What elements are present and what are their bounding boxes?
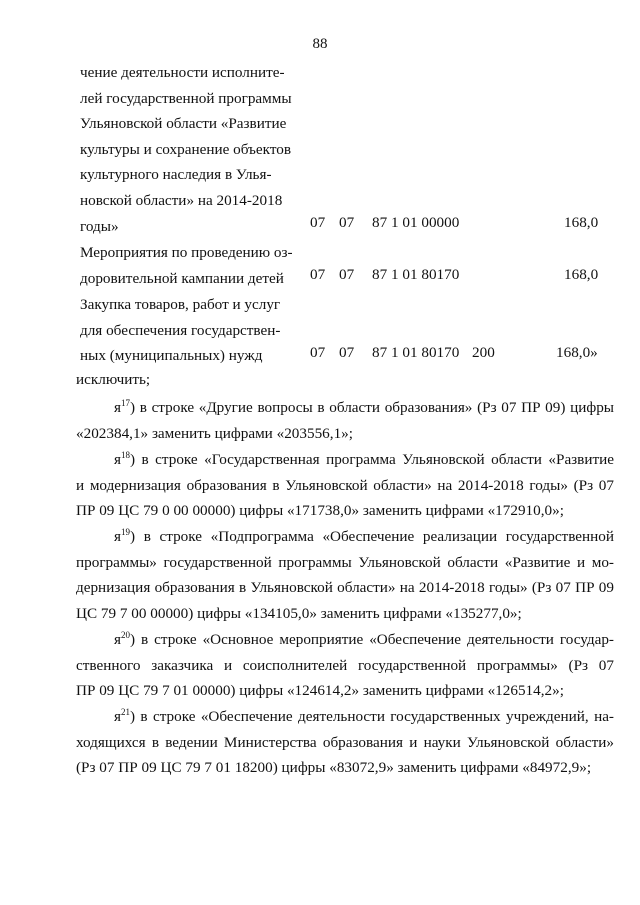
paragraph-line: ПР 09 ЦС 79 7 01 00000) цифры «124614,2» заменить цифрами «126514,2»; (76, 682, 564, 699)
paragraph-line: ПР 09 ЦС 79 0 00 00000) цифры «171738,0» заменить цифрами «172910,0»; (76, 502, 564, 519)
row-name-line: культуры и сохранение объектов (80, 140, 292, 158)
cs-cell: 87 1 01 80170 (372, 344, 460, 361)
sum-cell: 168,0 (564, 266, 599, 283)
sum-cell: 168,0» (556, 344, 598, 361)
sum-cell: 168,0 (564, 214, 599, 231)
row-name-line: годы» (80, 217, 119, 235)
row-name-line: для обеспечения государствен- (80, 321, 281, 339)
footnote-marker: 19 (121, 526, 130, 537)
paragraph-line: (Рз 07 ПР 09 ЦС 79 7 01 18200) цифры «83072,9» заменить цифрами «84972,9»; (76, 759, 592, 776)
row-name-line: ных (муниципальных) нужд (80, 347, 263, 365)
row-name-line: чение деятельности исполните- (80, 64, 285, 81)
amendment-paragraph: $я^{20}$) в строке «Основное мероприятие «Обеспечение деятельности государ- ственного заказчика и соисполнителей государственной программы» (Рз 07 ПР 09 ЦС 79 7 01 00000) цифры «124614,2» заменить цифрами «126514,2»; (76, 627, 614, 704)
page-number: 88 (312, 36, 328, 52)
row-name-line: Закупка товаров, работ и услуг (80, 296, 281, 313)
pr-cell: 07 (339, 214, 355, 231)
paragraph-line: дернизация образования в Ульяновской области» на 2014-2018 годы» (Рз 07 ПР 09 (76, 579, 614, 596)
footnote-marker: 20 (121, 629, 130, 640)
row-name-line: лей государственной программы (80, 89, 292, 107)
paragraph-line: и модернизация образования в Ульяновской области» на 2014-2018 годы» (Рз 07 (76, 476, 614, 494)
rz-cell: 07 (310, 266, 326, 283)
paragraph-line: программы» государственной программы Ульяновской области «Развитие и мо- (76, 553, 614, 571)
table-row (80, 292, 620, 372)
paragraph-line: ) в строке «Другие вопросы в области образования» (Рз 07 ПР 09) цифры (130, 399, 614, 416)
row-name (80, 292, 306, 369)
row-name-line: культурного наследия в Улья- (80, 166, 272, 184)
cs-cell: 87 1 01 00000 (372, 214, 460, 231)
row-name-line: Ульяновской области «Развитие (80, 115, 287, 133)
table-row (80, 240, 620, 292)
rz-cell: 07 (310, 214, 326, 231)
paragraph-line: ) в строке «Обеспечение деятельности государственных учреждений, на- (130, 708, 614, 725)
row-name-line: доровительной кампании детей (80, 269, 284, 287)
amendment-paragraph: $я^{21}$) в строке «Обеспечение деятельности государственных учреждений, на- ходящихся в ведении Министерства образования и науки Ульяновской области» (Рз 07 ПР 09 ЦС 79 7 01 18200) цифры «83072,9» заменить цифрами «84972,9»; (76, 704, 614, 781)
paragraph-line: ) в строке «Государственная программа Ульяновской области «Развитие (130, 451, 614, 468)
footnote-marker: 21 (121, 706, 130, 717)
pr-cell: 07 (339, 266, 355, 283)
footnote-marker: 17 (121, 397, 130, 408)
paragraph-line: ) в строке «Основное мероприятие «Обеспечение деятельности государ- (130, 631, 614, 648)
row-name-line: Мероприятия по проведению оз- (80, 244, 293, 261)
vr-cell: 200 (472, 344, 495, 361)
footnote-marker: 18 (121, 449, 130, 460)
paragraph-line: ) в строке «Подпрограмма «Обеспечение реализации государственной (130, 528, 614, 545)
paragraph-line: ходящихся в ведении Министерства образования и науки Ульяновской области» (76, 733, 614, 751)
paragraph-line: ственного заказчика и соисполнителей государственной программы» (Рз 07 (76, 656, 614, 674)
row-name (80, 240, 306, 291)
row-name (80, 60, 306, 239)
cs-cell: 87 1 01 80170 (372, 266, 460, 283)
exclude-text: исключить; (76, 371, 151, 388)
pr-cell: 07 (339, 344, 355, 361)
amendment-paragraph: $я^{17}$) в строке «Другие вопросы в области образования» (Рз 07 ПР 09) цифры «202384,1» заменить цифрами «203556,1»; (76, 395, 614, 446)
rz-cell: 07 (310, 344, 326, 361)
paragraph-line: «202384,1» заменить цифрами «203556,1»; (76, 424, 353, 442)
paragraph-line: ЦС 79 7 00 00000) цифры «134105,0» заменить цифрами «135277,0»; (76, 604, 522, 622)
amendment-paragraph: $я^{18}$) в строке «Государственная программа Ульяновской области «Развитие и модернизация образования в Ульяновской области» на 2014-2018 годы» (Рз 07 ПР 09 ЦС 79 0 00 00000) цифры «171738,0» заменить цифрами «172910,0»; (76, 447, 614, 524)
table-row (80, 60, 620, 240)
row-name-line: новской области» на 2014-2018 (80, 191, 283, 209)
amendment-paragraph: $я^{19}$) в строке «Подпрограмма «Обеспечение реализации государственной программы» государственной программы Ульяновской области «Развитие и мо- дернизация образования в Ульяновской области» на 2014-2018 годы» (Рз 07 ПР 09 ЦС 79 7 00 00000) цифры «134105,0» заменить цифрами «135277,0»; (76, 524, 614, 626)
